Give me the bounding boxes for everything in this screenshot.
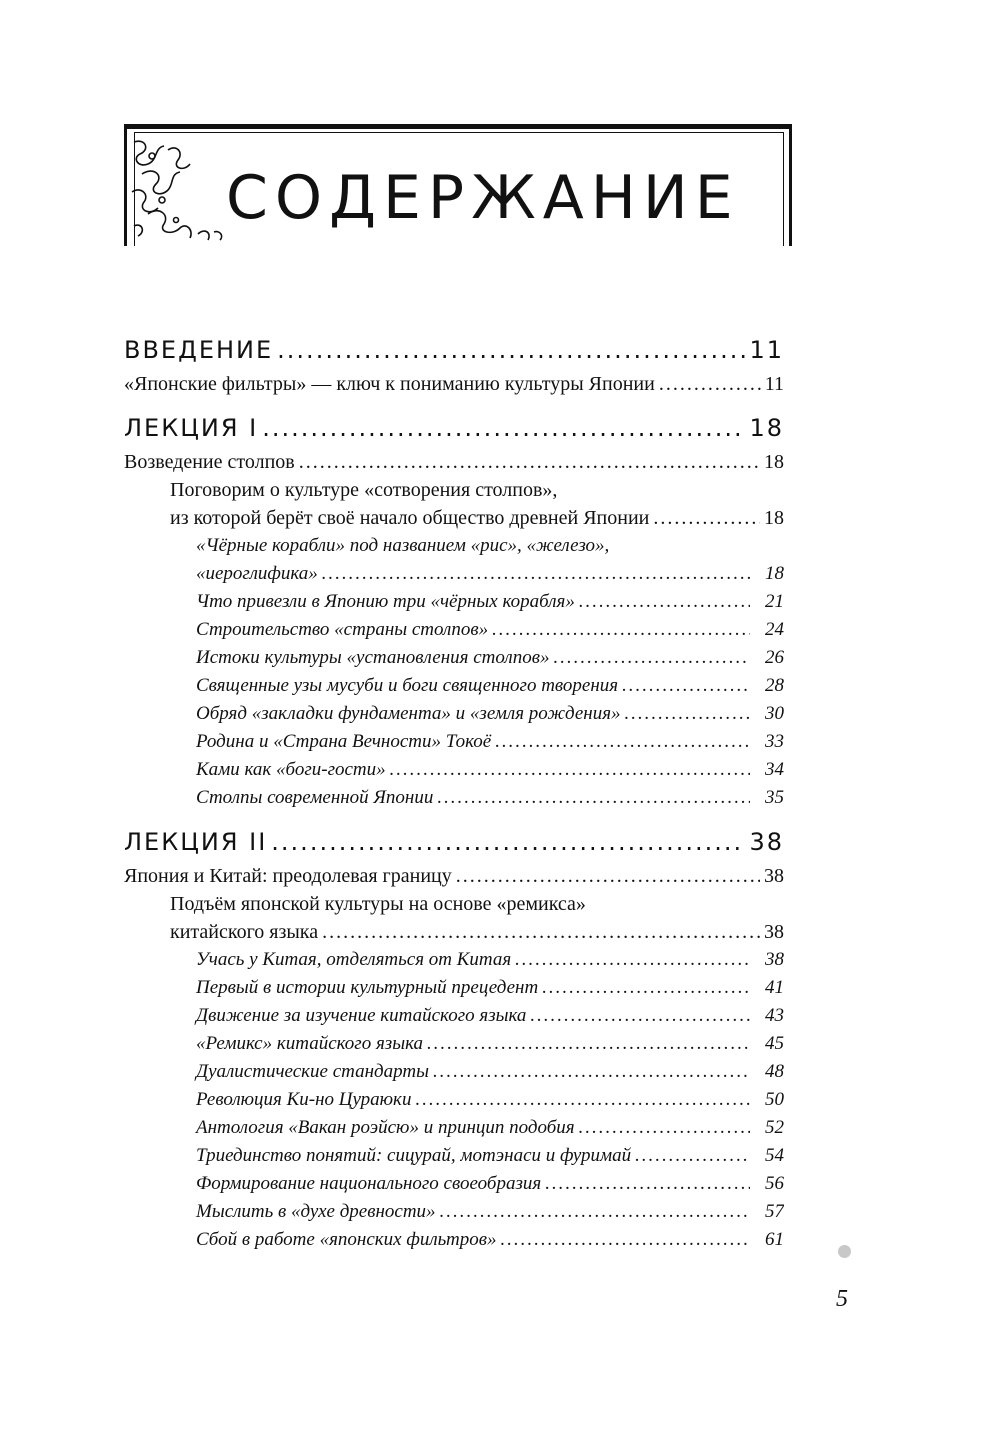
dot-leader [415,1086,750,1114]
toc-entry[interactable] [124,1114,784,1142]
toc-entry-title: Обряд «закладки фундамента» и «земля рождения» [196,703,621,724]
toc-entry-title: Строительство «страны столпов» [196,619,489,640]
toc-entry-page: 41 [765,977,784,998]
dot-leader [542,974,750,1002]
toc-entry[interactable] [124,476,784,504]
dot-leader [277,330,745,370]
toc-entry-title: ВВЕДЕНИЕ [124,336,274,364]
toc-entry-title: Движение за изучение китайского языка [196,1005,527,1026]
toc-entry-page: 26 [765,647,784,668]
toc-entry-page: 33 [765,731,784,752]
toc-entry-title: Дуалистические стандарты [196,1061,429,1082]
toc-entry[interactable] [124,756,784,784]
toc-entry[interactable] [124,1170,784,1198]
toc-entry-page: 35 [765,787,784,808]
toc-entry[interactable] [124,1142,784,1170]
toc-entry-title: Подъём японской культуры на основе «ремикса» [170,893,586,915]
dot-leader [515,946,750,974]
toc-entry[interactable] [124,946,784,974]
toc-entry-title: Возведение столпов [124,451,295,473]
toc-entry[interactable] [124,1058,784,1086]
toc-entry[interactable] [124,784,784,812]
toc-entry-page: 11 [749,336,784,364]
toc-entry[interactable] [124,1086,784,1114]
page-number: 5 [836,1286,848,1312]
toc-entry-title: китайского языка [170,921,319,943]
toc-entry[interactable] [124,588,784,616]
toc-entry-title: Революция Ки-но Цураюки [196,1089,412,1110]
table-of-contents [124,330,784,1254]
toc-entry-title: «Японские фильтры» — ключ к пониманию культуры Японии [124,373,655,395]
dot-leader [530,1002,750,1030]
wave-ornament-icon [128,136,228,244]
toc-entry[interactable] [124,532,784,560]
dot-leader [437,784,750,812]
toc-entry-title: ЛЕКЦИЯ I [124,414,259,442]
toc-entry-title: Ками как «боги-гости» [196,759,386,780]
page-title: СОДЕРЖАНИЕ [226,163,740,233]
toc-lecture-entry[interactable] [124,822,784,862]
toc-entry[interactable] [124,728,784,756]
dot-leader [390,756,750,784]
toc-entry[interactable] [124,370,784,398]
dot-leader [322,560,750,588]
toc-entry-page: 38 [749,828,784,856]
toc-entry-page: 52 [765,1117,784,1138]
toc-entry[interactable] [124,448,784,476]
toc-entry-page: 56 [765,1173,784,1194]
toc-entry-page: 18 [765,563,784,584]
toc-entry-title: Учась у Китая, отделяться от Китая [196,949,512,970]
dot-leader [262,408,745,448]
toc-entry-title: Сбой в работе «японских фильтров» [196,1229,497,1250]
toc-entry-title: «иероглифика» [196,563,318,584]
toc-entry-title: Родина и «Страна Вечности» Токоё [196,731,492,752]
toc-lecture-entry[interactable] [124,330,784,370]
toc-entry-title: Поговорим о культуре «сотворения столпов», [170,479,558,501]
toc-entry-page: 18 [764,507,784,529]
toc-entry-title: Триединство понятий: сицурай, мотэнаси и фуримай [196,1145,632,1166]
toc-entry-page: 50 [765,1089,784,1110]
toc-entry-page: 45 [765,1033,784,1054]
toc-entry-page: 11 [764,373,784,395]
toc-lecture-entry[interactable] [124,408,784,448]
toc-entry-page: 38 [764,865,784,887]
toc-entry[interactable] [124,890,784,918]
toc-entry-page: 38 [764,921,784,943]
dot-leader [456,862,760,890]
dot-leader [579,1114,750,1142]
dot-leader [433,1058,750,1086]
dot-leader [545,1170,750,1198]
toc-entry-page: 24 [765,619,784,640]
toc-entry-title: ЛЕКЦИЯ II [124,828,268,856]
dot-leader [299,448,760,476]
dot-leader [625,700,750,728]
dot-leader [635,1142,750,1170]
toc-entry[interactable] [124,1226,784,1254]
toc-entry-title: «Чёрные корабли» под названием «рис», «железо», [196,535,610,556]
toc-entry[interactable] [124,560,784,588]
dot-leader [492,616,750,644]
toc-entry-title: Антология «Вакан роэйсю» и принцип подобия [196,1117,575,1138]
dot-leader [622,672,750,700]
toc-entry-page: 18 [764,451,784,473]
dot-leader [579,588,750,616]
toc-entry-title: Столпы современной Японии [196,787,434,808]
toc-entry-page: 34 [765,759,784,780]
toc-entry-page: 18 [749,414,784,442]
toc-entry[interactable] [124,700,784,728]
toc-entry-page: 43 [765,1005,784,1026]
toc-entry[interactable] [124,1198,784,1226]
dot-leader [553,644,750,672]
toc-entry-title: «Ремикс» китайского языка [196,1033,423,1054]
dot-leader [440,1198,750,1226]
dot-leader [322,918,760,946]
toc-entry-title: Япония и Китай: преодолевая границу [124,865,452,887]
toc-entry-title: из которой берёт своё начало общество древней Японии [170,507,650,529]
dot-leader [659,370,761,398]
toc-entry[interactable] [124,672,784,700]
toc-entry[interactable] [124,1002,784,1030]
toc-entry[interactable] [124,1030,784,1058]
dot-leader [653,504,760,532]
page-marker-dot-icon [838,1245,851,1258]
toc-entry-title: Мыслить в «духе древности» [196,1201,436,1222]
dot-leader [427,1030,750,1058]
toc-entry-page: 38 [765,949,784,970]
toc-entry-title: Формирование национального своеобразия [196,1173,542,1194]
dot-leader [500,1226,750,1254]
toc-entry[interactable] [124,644,784,672]
section-gap [124,398,784,408]
toc-entry[interactable] [124,862,784,890]
toc-entry-page: 54 [765,1145,784,1166]
toc-entry-page: 21 [765,591,784,612]
toc-entry[interactable] [124,918,784,946]
toc-entry-title: Что привезли в Японию три «чёрных корабля» [196,591,575,612]
dot-leader [495,728,750,756]
toc-entry-title: Священные узы мусуби и боги священного творения [196,675,619,696]
toc-entry-page: 61 [765,1229,784,1250]
dot-leader [271,822,745,862]
toc-entry-page: 57 [765,1201,784,1222]
toc-entry-page: 48 [765,1061,784,1082]
toc-entry-page: 28 [765,675,784,696]
toc-entry-title: Первый в истории культурный прецедент [196,977,539,998]
toc-entry[interactable] [124,616,784,644]
toc-entry-title: Истоки культуры «установления столпов» [196,647,550,668]
section-gap [124,812,784,822]
toc-entry[interactable] [124,504,784,532]
toc-entry-page: 30 [765,703,784,724]
toc-entry[interactable] [124,974,784,1002]
